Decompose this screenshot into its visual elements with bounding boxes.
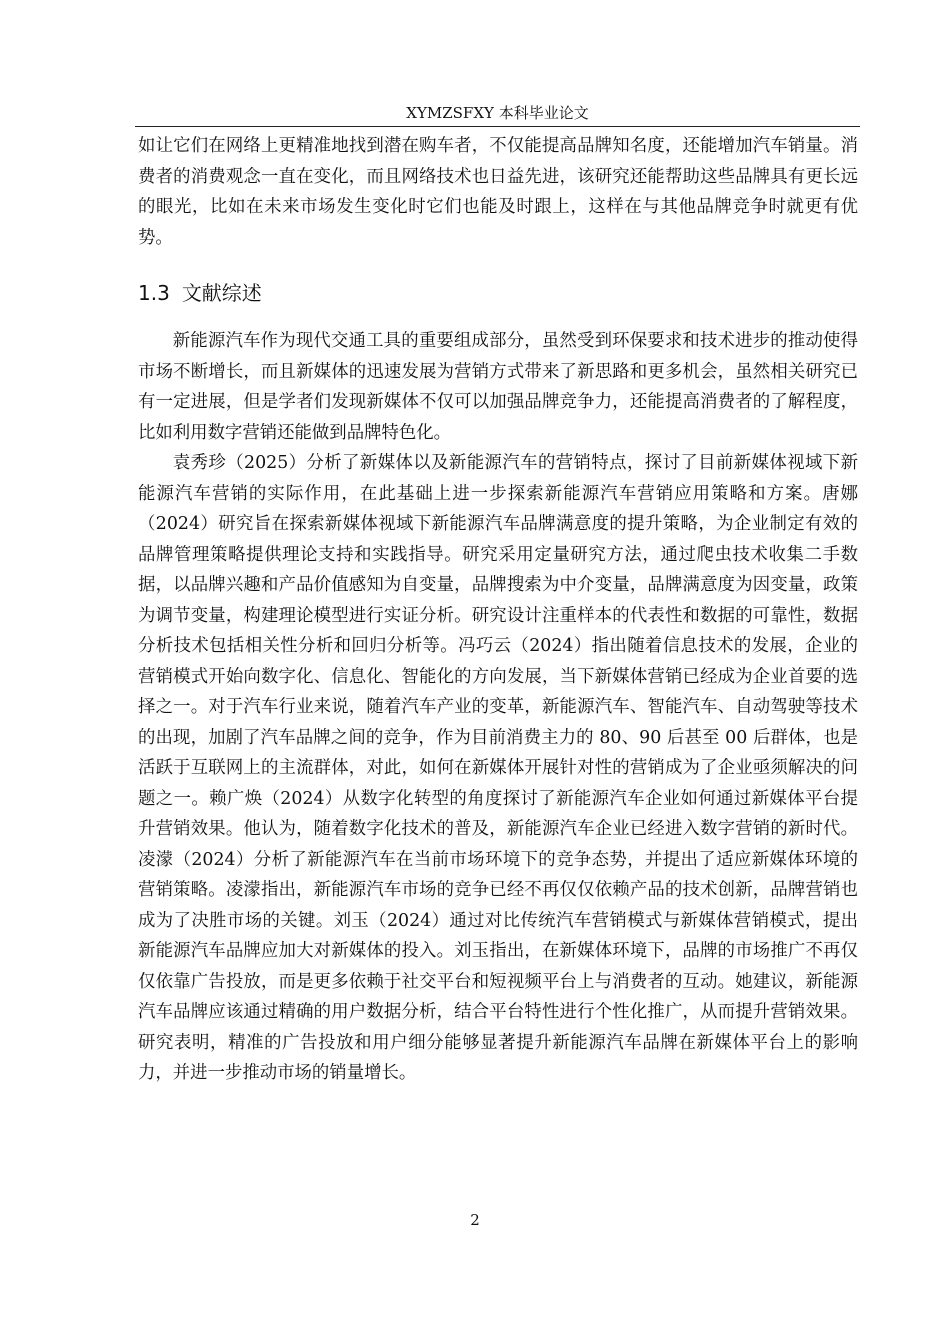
page-body bbox=[138, 131, 858, 1089]
continuation-paragraph: 如让它们在网络上更精准地找到潜在购车者，不仅能提高品牌知名度，还能增加汽车销量。消费者的消费观念一直在变化，而且网络技术也日益先进，该研究还能帮助这些品牌具有更长远的眼光，比如在未来市场发生变化时它们也能及时跟上，这样在与其他品牌竞争时就更有优势。 bbox=[138, 136, 858, 248]
body-paragraph-1: 新能源汽车作为现代交通工具的重要组成部分，虽然受到环保要求和技术进步的推动使得市场不断增长，而且新媒体的迅速发展为营销方式带来了新思路和更多机会，虽然相关研究已有一定进展，但是学者们发现新媒体不仅可以加强品牌竞争力，还能提高消费者的了解程度，比如利用数字营销还能做到品牌特色化。 bbox=[138, 331, 858, 443]
section-number: 1.3 bbox=[138, 281, 170, 305]
body-paragraph-2: 袁秀珍（2025）分析了新媒体以及新能源汽车的营销特点，探讨了目前新媒体视域下新能源汽车营销的实际作用，在此基础上进一步探索新能源汽车营销应用策略和方案。唐娜（2024）研究旨在探索新媒体视域下新能源汽车品牌满意度的提升策略，为企业制定有效的品牌管理策略提供理论支持和实践指导。研究采用定量研究方法，通过爬虫技术收集二手数据，以品牌兴趣和产品价值感知为自变量，品牌搜索为中介变量，品牌满意度为因变量，政策为调节变量，构建理论模型进行实证分析。研究设计注重样本的代表性和数据的可靠性，数据分析技术包括相关性分析和回归分析等。冯巧云（2024）指出随着信息技术的发展，企业的营销模式开始向数字化、信息化、智能化的方向发展，当下新媒体营销已经成为企业首要的选择之一。对于汽车行业来说，随着汽车产业的变革，新能源汽车、智能汽车、自动驾驶等技术的出现，加剧了汽车品牌之间的竞争，作为目前消费主力的 80、90 后甚至 00 后群体，也是活跃于互联网上的主流群体，对此，如何在新媒体开展针对性的营销成为了企业亟须解决的问题之一。赖广焕（2024）从数字化转型的角度探讨了新能源汽车企业如何通过新媒体平台提升营销效果。他认为，随着数字化技术的普及，新能源汽车企业已经进入数字营销的新时代。凌濛（2024）分析了新能源汽车在当前市场环境下的竞争态势，并提出了适应新媒体环境的营销策略。凌濛指出，新能源汽车市场的竞争已经不再仅仅依赖产品的技术创新，品牌营销也成为了决胜市场的关键。刘玉（2024）通过对比传统汽车营销模式与新媒体营销模式，提出新能源汽车品牌应加大对新媒体的投入。刘玉指出，在新媒体环境下，品牌的市场推广不再仅仅依靠广告投放，而是更多依赖于社交平台和短视频平台上与消费者的互动。她建议，新能源汽车品牌应该通过精确的用户数据分析，结合平台特性进行个性化推广，从而提升营销效果。研究表明，精准的广告投放和用户细分能够显著提升新能源汽车品牌在新媒体平台上的影响力，并进一步推动市场的销量增长。 bbox=[138, 453, 858, 1083]
section-heading bbox=[138, 278, 858, 308]
page-header: XYMZSFXY 本科毕业论文 bbox=[406, 104, 589, 122]
section-title: 文献综述 bbox=[181, 281, 262, 305]
header-divider bbox=[135, 126, 860, 127]
page-number: 2 bbox=[470, 1211, 480, 1229]
